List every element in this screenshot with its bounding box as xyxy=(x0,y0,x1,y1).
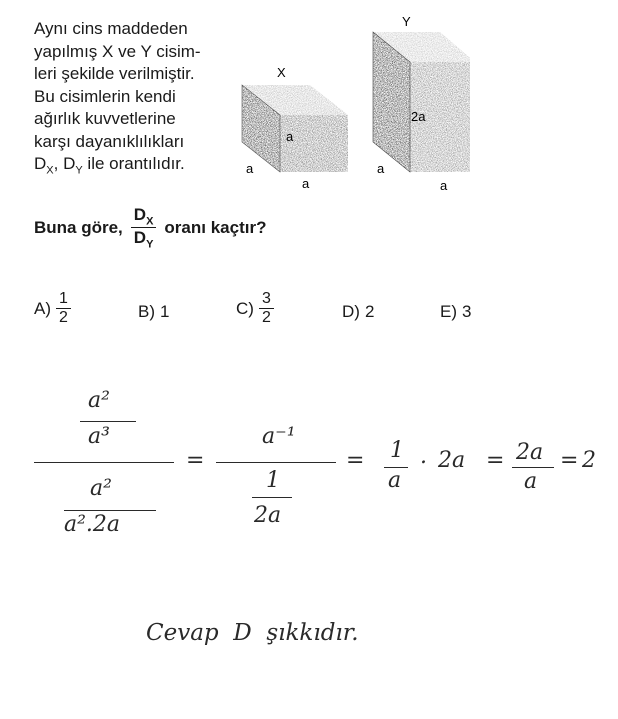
result-den: a xyxy=(524,469,538,494)
top-den: a³ xyxy=(88,424,110,449)
figure-blocks xyxy=(230,0,470,200)
step-den: a xyxy=(388,468,402,493)
equals-4: = xyxy=(560,448,579,473)
bottom-num: a² xyxy=(90,476,112,501)
question-text xyxy=(34,18,234,182)
top-num: a² xyxy=(88,388,110,413)
y-height-label: 2a xyxy=(411,109,426,124)
option-b[interactable]: B) 1 xyxy=(138,302,170,321)
prompt-prefix: Buna göre, xyxy=(34,217,123,237)
y-depth-label: a xyxy=(377,161,385,176)
step-bar xyxy=(384,467,408,468)
question-line-last: $D_X$, $D_Y$ ile orantılıdır. xyxy=(34,154,185,177)
mid-den-den: 2a xyxy=(254,503,282,528)
question-line: yapılmış X ve Y cisim- xyxy=(34,41,201,61)
result-num: 2a xyxy=(516,440,544,465)
question-line: karşı dayanıklılıkları xyxy=(34,131,185,151)
mid-den-bar xyxy=(252,497,292,498)
mid-den-num: 1 xyxy=(266,468,280,493)
answer-text: Cevap D şıkkıdır. xyxy=(146,620,359,646)
bottom-fraction-bar xyxy=(64,510,156,511)
question-line: ağırlık kuvvetlerine xyxy=(34,109,176,128)
question-line: leri şekilde verilmiştir. xyxy=(34,64,195,83)
question-prompt xyxy=(34,205,266,251)
equals-3: = xyxy=(486,448,505,473)
option-c[interactable]: C) $\frac{3}{2}$ xyxy=(236,290,274,327)
equals-2: = xyxy=(346,448,365,473)
prompt-suffix: oranı kaçtır? xyxy=(164,217,267,237)
bottom-den: a².2a xyxy=(64,512,121,537)
question-line: Bu cisimlerin kendi xyxy=(34,86,176,106)
mid-num: a⁻¹ xyxy=(262,424,296,449)
option-e[interactable]: E) 3 xyxy=(440,302,472,321)
top-fraction-bar xyxy=(80,421,136,422)
main-fraction-bar xyxy=(34,462,174,463)
label-x: X xyxy=(277,65,286,80)
x-width-label: a xyxy=(302,176,310,191)
option-a[interactable]: A) $\frac{1}{2}$ xyxy=(34,290,71,327)
question-line: Aynı cins maddeden xyxy=(34,19,188,38)
dot: . xyxy=(420,444,427,469)
result-value: 2 xyxy=(582,448,596,473)
block-y xyxy=(373,32,470,172)
equals-1: = xyxy=(186,448,205,473)
step-term: 2a xyxy=(438,448,466,473)
x-height-label: a xyxy=(286,129,294,144)
x-depth-label: a xyxy=(246,161,254,176)
mid-fraction-bar xyxy=(216,462,336,463)
ratio-fraction: $\frac{D_X}{D_Y}$ xyxy=(131,205,157,251)
step-num: 1 xyxy=(390,438,404,463)
block-x xyxy=(242,85,348,172)
option-d[interactable]: D) 2 xyxy=(342,302,375,321)
y-width-label: a xyxy=(440,178,448,193)
result-bar xyxy=(512,467,554,468)
label-y: Y xyxy=(402,14,411,29)
